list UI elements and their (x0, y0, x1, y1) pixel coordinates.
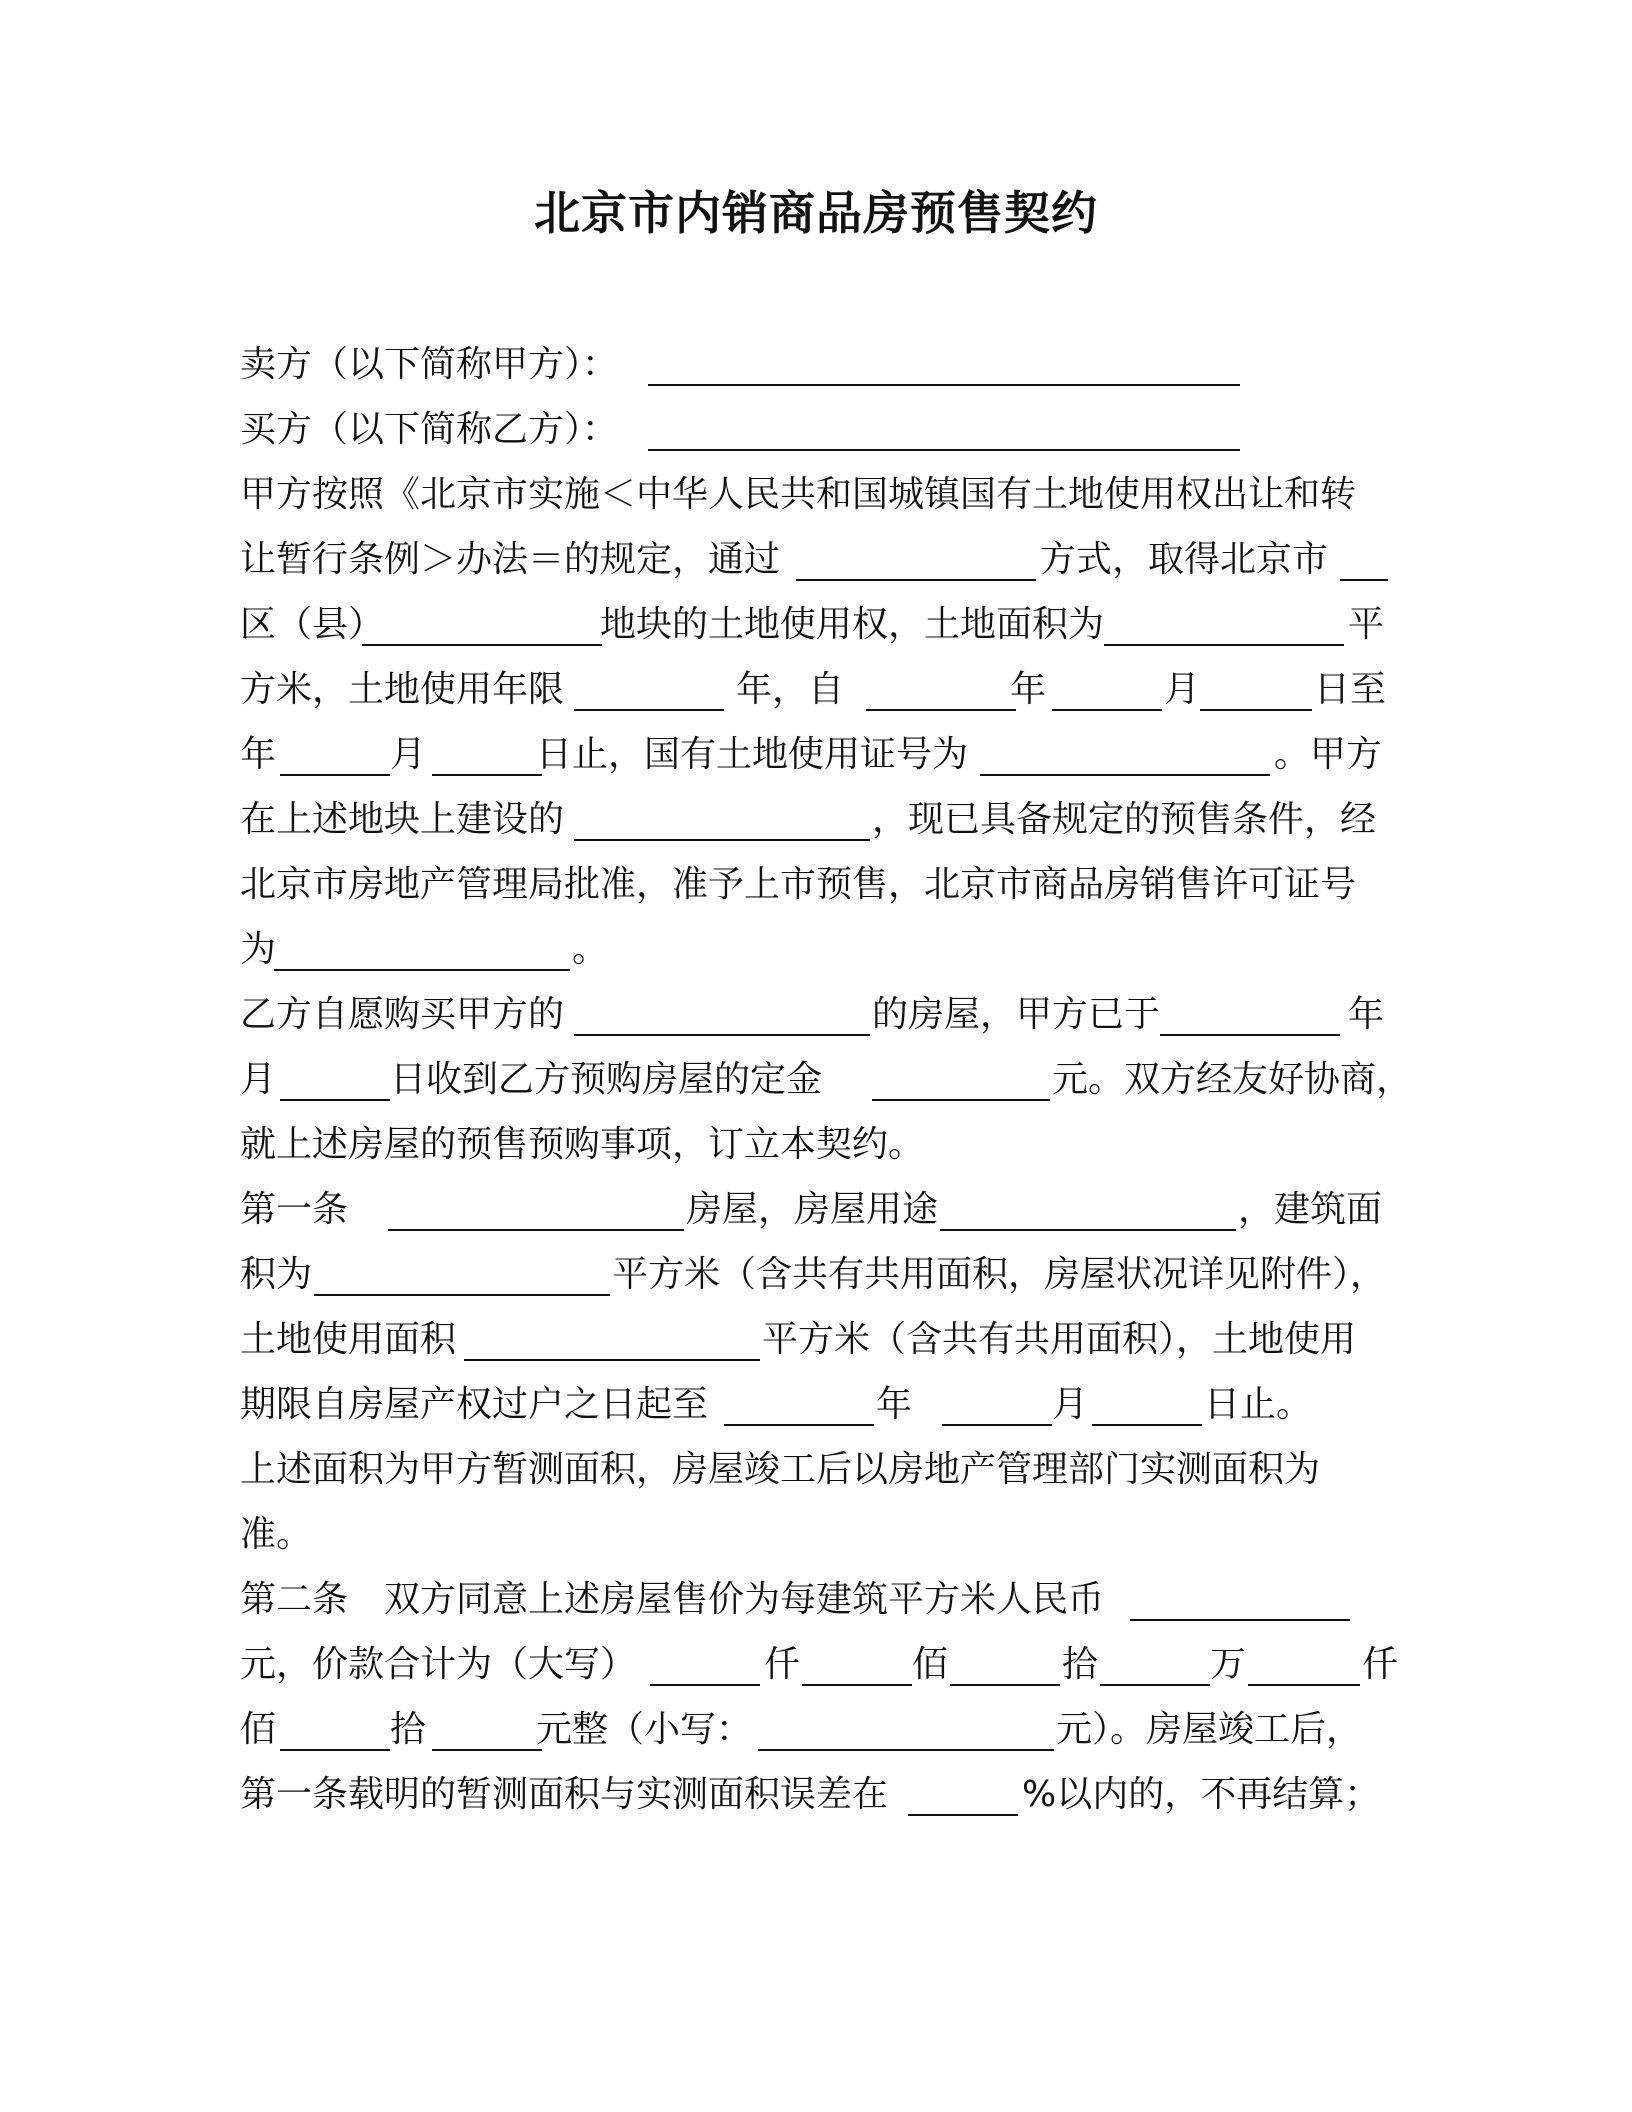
fill-in-blank[interactable] (950, 1640, 1060, 1686)
contract-text: %以内的，不再结算； (1022, 1774, 1381, 1815)
fill-in-blank[interactable] (574, 795, 870, 841)
contract-text: 。 (572, 929, 609, 970)
fill-in-blank[interactable] (650, 1640, 760, 1686)
contract-line (240, 1510, 1390, 1560)
fill-in-blank[interactable] (280, 730, 390, 776)
fill-in-blank[interactable] (758, 1705, 1054, 1751)
contract-text: 元）。房屋竣工后， (1056, 1709, 1363, 1750)
contract-text: 买方（以下简称乙方）： (240, 409, 619, 450)
contract-text: 元。双方经友好协商， (1052, 1059, 1413, 1100)
contract-line (240, 1380, 1390, 1430)
contract-text: 期限自房屋产权过户之日起至 (240, 1384, 709, 1425)
contract-text: 北京市房地产管理局批准，准予上市预售，北京市商品房销售许可证号 (240, 864, 1357, 905)
contract-line (240, 1185, 1390, 1235)
contract-text: 元整（小写： (536, 1709, 753, 1750)
fill-in-blank[interactable] (574, 665, 724, 711)
contract-text: ，现已具备规定的预售条件，经 (872, 799, 1377, 840)
contract-text: 拾 (1062, 1644, 1099, 1685)
contract-text: 乙方自愿购买甲方的 (240, 994, 565, 1035)
contract-text: 为 (240, 929, 277, 970)
fill-in-blank[interactable] (802, 1640, 912, 1686)
contract-text: 佰 (240, 1709, 277, 1750)
contract-text: 第二条 双方同意上述房屋售价为每建筑平方米人民币 (240, 1579, 1105, 1620)
contract-text: 日至 (1314, 669, 1387, 710)
contract-text: 甲方按照《北京市实施＜中华人民共和国城镇国有土地使用权出让和转 (240, 474, 1357, 515)
contract-text: 第一条 (240, 1189, 349, 1230)
contract-line (240, 1315, 1390, 1365)
contract-text: ，建筑面 (1238, 1189, 1383, 1230)
fill-in-blank[interactable] (940, 1185, 1236, 1231)
contract-line (240, 1575, 1390, 1625)
contract-text: 月 (1164, 669, 1201, 710)
contract-text: 准。 (240, 1514, 313, 1555)
contract-text: 在上述地块上建设的 (240, 799, 565, 840)
document-title: 北京市内销商品房预售契约 (534, 186, 1098, 240)
fill-in-blank[interactable] (388, 1185, 684, 1231)
fill-in-blank[interactable] (872, 1055, 1050, 1101)
contract-line (240, 405, 1390, 455)
contract-line (240, 340, 1390, 390)
fill-in-blank[interactable] (1092, 1380, 1202, 1426)
contract-text: 方式，取得北京市 (1040, 539, 1329, 580)
contract-text: 平 (1348, 604, 1385, 645)
contract-text: 年 (1348, 994, 1385, 1035)
contract-text: 的房屋，甲方已于 (872, 994, 1161, 1035)
contract-line (240, 1705, 1390, 1755)
fill-in-blank[interactable] (432, 1705, 542, 1751)
fill-in-blank[interactable] (362, 600, 602, 646)
contract-text: 日止，国有土地使用证号为 (536, 734, 969, 775)
contract-text: 土地使用面积 (240, 1319, 457, 1360)
fill-in-blank[interactable] (648, 340, 1240, 386)
fill-in-blank[interactable] (1052, 665, 1162, 711)
contract-text: 月 (390, 734, 427, 775)
fill-in-blank[interactable] (908, 1770, 1018, 1816)
contract-text: 地块的土地使用权，土地面积为 (600, 604, 1105, 645)
contract-text: 仟 (764, 1644, 801, 1685)
contract-text: 年 (876, 1384, 913, 1425)
fill-in-blank[interactable] (314, 1250, 610, 1296)
contract-line (240, 1250, 1390, 1300)
fill-in-blank[interactable] (280, 1055, 390, 1101)
contract-text: 万 (1210, 1644, 1247, 1685)
contract-line (240, 1120, 1390, 1170)
contract-text: 年 (240, 734, 277, 775)
contract-line (240, 600, 1390, 650)
contract-line (240, 795, 1390, 845)
contract-line (240, 925, 1390, 975)
fill-in-blank[interactable] (1160, 990, 1340, 1036)
fill-in-blank[interactable] (942, 1380, 1052, 1426)
fill-in-blank[interactable] (464, 1315, 760, 1361)
contract-text: 日止。 (1204, 1384, 1313, 1425)
fill-in-blank[interactable] (866, 665, 1016, 711)
contract-line (240, 860, 1390, 910)
fill-in-blank[interactable] (1200, 665, 1312, 711)
contract-line (240, 1770, 1390, 1820)
fill-in-blank[interactable] (648, 405, 1240, 451)
contract-text: 就上述房屋的预售预购事项，订立本契约。 (240, 1124, 925, 1165)
fill-in-blank[interactable] (574, 990, 870, 1036)
contract-text: 房屋，房屋用途 (686, 1189, 939, 1230)
fill-in-blank[interactable] (274, 925, 570, 971)
fill-in-blank[interactable] (724, 1380, 874, 1426)
contract-text: 积为 (240, 1254, 313, 1295)
contract-text: 方米，土地使用年限 (240, 669, 565, 710)
contract-text: 佰 (912, 1644, 949, 1685)
contract-text: 月 (240, 1059, 277, 1100)
contract-line (240, 470, 1390, 520)
fill-in-blank[interactable] (796, 535, 1036, 581)
contract-text: 第一条载明的暂测面积与实测面积误差在 (240, 1774, 889, 1815)
fill-in-blank[interactable] (280, 1705, 390, 1751)
fill-in-blank[interactable] (980, 730, 1270, 776)
fill-in-blank[interactable] (1130, 1575, 1350, 1621)
fill-in-blank[interactable] (432, 730, 542, 776)
contract-line (240, 1445, 1390, 1495)
contract-text: 区（县） (240, 604, 385, 645)
fill-in-blank[interactable] (1100, 1640, 1210, 1686)
contract-text: 日收到乙方预购房屋的定金 (390, 1059, 823, 1100)
contract-text: 年 (1010, 669, 1047, 710)
contract-text: 平方米（含共有共用面积），土地使用 (762, 1319, 1357, 1360)
fill-in-blank[interactable] (1104, 600, 1344, 646)
fill-in-blank[interactable] (1340, 535, 1388, 581)
contract-text: 卖方（以下简称甲方）： (240, 344, 619, 385)
contract-line (240, 990, 1390, 1040)
contract-line (240, 1055, 1413, 1105)
contract-line (240, 730, 1390, 780)
fill-in-blank[interactable] (1248, 1640, 1360, 1686)
contract-text: 年，自 (736, 669, 845, 710)
contract-line (240, 665, 1390, 715)
contract-text: 元，价款合计为（大写） (240, 1644, 637, 1685)
contract-text: 拾 (390, 1709, 427, 1750)
contract-text: 上述面积为甲方暂测面积，房屋竣工后以房地产管理部门实测面积为 (240, 1449, 1321, 1490)
contract-text: 仟 (1362, 1644, 1399, 1685)
contract-text: 。甲方 (1274, 734, 1383, 775)
contract-line (240, 535, 1390, 585)
contract-text: 月 (1052, 1384, 1089, 1425)
contract-text: 让暂行条例＞办法＝的规定，通过 (240, 539, 781, 580)
contract-line (240, 1640, 1399, 1690)
contract-text: 平方米（含共有共用面积，房屋状况详见附件）， (612, 1254, 1387, 1295)
